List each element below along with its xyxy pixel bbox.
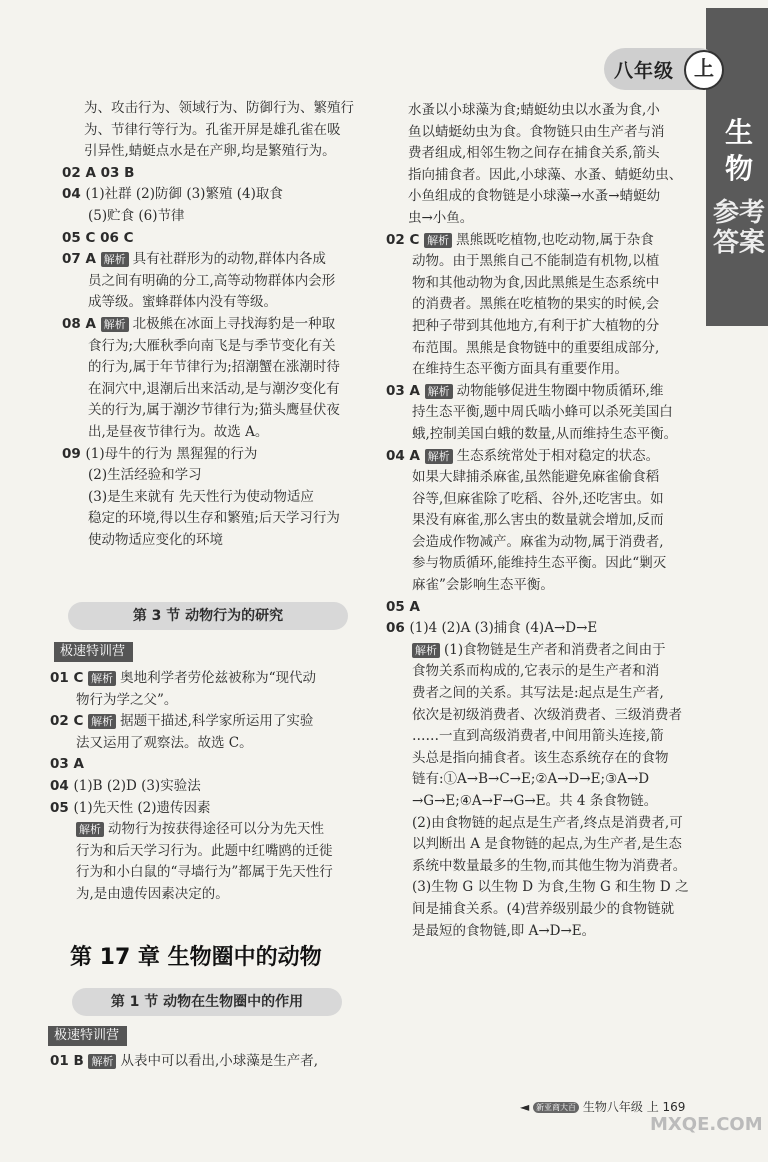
answer-continuation: 物行为学之父”。: [76, 691, 178, 708]
answer-continuation: (5)贮食 (6)节律: [88, 207, 185, 224]
answer-continuation: (2)生活经验和学习: [88, 467, 202, 484]
analysis-tag: 解析: [76, 822, 104, 837]
answer-number: 02 A 03 B: [62, 164, 135, 181]
analysis-line: [50, 819, 370, 841]
answer-number: 01 B: [50, 1053, 89, 1069]
answer-text: 从表中可以看出,小球藻是生产者,: [120, 1053, 319, 1069]
answer-continuation: 蛾,控制美国白蛾的数量,从而维持生态平衡。: [412, 425, 678, 442]
answer-continuation: 动物。由于黑熊自己不能制造有机物,以植: [412, 253, 660, 270]
answer-line: [50, 754, 370, 776]
answer-line: [50, 1051, 370, 1073]
answer-continuation: 持生态平衡,题中周氏啮小蜂可以杀死美国白: [412, 404, 673, 421]
text-line: 小鱼组成的食物链是小球藻→水蚤→蜻蜓幼: [408, 188, 661, 205]
answer-continuation: (3)是生来就有 先天性行为使动物适应: [88, 488, 314, 505]
answer-number: 02 C: [386, 231, 425, 248]
analysis-tag: 解析: [101, 317, 129, 332]
answer-continuation: (3)生物 G 以生物 D 为食,生物 G 和生物 D 之: [412, 879, 689, 896]
left-column-top: [62, 98, 372, 551]
grade-label: 八年级: [614, 60, 675, 82]
answer-text: (1)社群 (2)防御 (3)繁殖 (4)取食: [85, 186, 283, 203]
analysis-text: 动物行为按获得途径可以分为先天性: [108, 821, 324, 838]
watermark: MXQE.COM: [650, 1114, 763, 1135]
answer-continuation: (2)由食物链的起点是生产者,终点是消费者,可: [412, 814, 683, 831]
publisher-logo: 新亚商大百: [533, 1102, 579, 1113]
chapter-title: 第 17 章 生物圈中的动物: [70, 945, 322, 970]
answer-text: 奥地利学者劳伦兹被称为“现代动: [120, 670, 317, 686]
text-line: 水蚤以小球藻为食;蜻蜓幼虫以水蚤为食,小: [408, 102, 660, 118]
answer-continuation: 在洞穴中,退潮后出来活动,是与潮汐变化有: [88, 380, 340, 397]
text-line: 引异性,蜻蜓点水是在产卵,均是繁殖行为。: [84, 143, 336, 160]
answer-continuation: 果没有麻雀,那么害虫的数量就会增加,反而: [412, 512, 664, 529]
answers-label: 参考答案: [712, 198, 765, 258]
answer-number: 05: [50, 799, 74, 816]
answer-continuation: 为,是由遗传因素决定的。: [76, 885, 229, 902]
answer-number: 01 C: [50, 670, 89, 686]
answer-text: 生态系统常处于相对稳定的状态。: [456, 447, 660, 464]
right-column: [386, 100, 706, 942]
text-line: 虫→小鱼。: [408, 209, 474, 226]
answer-continuation: 以判断出 A 是食物链的起点,为生产者,是生态: [412, 836, 682, 853]
answer-continuation: 系统中数量最多的生物,而其他生物为消费者。: [412, 857, 687, 874]
footer-arrow: ◄: [520, 1100, 530, 1114]
answer-continuation: 间是捕食关系。(4)营养级别最少的食物链就: [412, 900, 675, 917]
answer-number: 05 A: [386, 598, 420, 615]
footer-text: 生物八年级 上 169: [582, 1100, 686, 1114]
answer-number: 04 A: [386, 447, 425, 464]
section-1-heading: 第 1 节 动物在生物圈中的作用: [72, 988, 342, 1016]
answer-continuation: ……一直到高级消费者,中间用箭头连接,箭: [412, 728, 664, 745]
text-line: 为、节律行等行为。孔雀开屏是雄孔雀在吸: [84, 121, 341, 138]
answer-text: (1)4 (2)A (3)捕食 (4)A→D→E: [409, 620, 598, 637]
term-badge: 上: [684, 50, 724, 90]
answer-continuation: 布范围。黑熊是食物链中的重要组成部分,: [412, 339, 660, 356]
answer-text: (1)B (2)D (3)实验法: [73, 777, 201, 794]
answer-continuation: 谷等,但麻雀除了吃稻、谷外,还吃害虫。如: [412, 490, 664, 507]
analysis-tag: 解析: [88, 1054, 116, 1069]
analysis-tag: 解析: [425, 449, 453, 464]
answer-number: 04: [50, 777, 74, 794]
answer-continuation: 参与物质循环,能维持生态平衡。因此“剿灭: [412, 555, 667, 572]
analysis-tag: 解析: [424, 233, 452, 248]
answer-line: [386, 381, 706, 403]
answer-number: 04: [62, 186, 86, 203]
text-line: 鱼以蜻蜓幼虫为食。食物链只由生产者与消: [408, 123, 665, 140]
answer-continuation: 稳定的环境,得以生存和繁殖;后天学习行为: [88, 510, 340, 527]
answer-line: [62, 184, 372, 206]
answer-continuation: 费者之间的关系。其写法是:起点是生产者,: [412, 685, 664, 702]
answer-continuation: 食物关系而构成的,它表示的是生产者和消: [412, 663, 660, 680]
answer-text: (1)先天性 (2)遗传因素: [73, 799, 211, 816]
answer-continuation: 链有:①A→B→C→E;②A→D→E;③A→D: [412, 771, 650, 788]
answer-line: [62, 314, 372, 336]
text-line: 费者组成,相邻生物之间存在捕食关系,箭头: [408, 145, 660, 162]
answer-line: [50, 668, 370, 690]
section-3-heading: 第 3 节 动物行为的研究: [68, 602, 348, 630]
answer-continuation: 关的行为,属于潮汐节律行为;猫头鹰昼伏夜: [88, 402, 340, 419]
answer-number: 06: [386, 620, 410, 637]
page-footer: [520, 1098, 685, 1115]
answer-number: 08 A: [62, 315, 101, 332]
answer-number: 02 C: [50, 713, 89, 730]
answer-continuation: 行为和小白鼠的“寻墙行为”都属于先天性行: [76, 864, 333, 881]
answer-text: 动物能够促进生物圈中物质循环,维: [456, 382, 664, 399]
answer-line: [62, 228, 372, 250]
training-banner: 极速特训营: [54, 642, 133, 662]
answer-number: 07 A: [62, 251, 101, 268]
answer-line: [62, 163, 372, 185]
answer-continuation: 会造成作物减产。麻雀为动物,属于消费者,: [412, 533, 664, 550]
analysis-tag: 解析: [88, 714, 116, 729]
answer-continuation: 物和其他动物为食,因此黑熊是生态系统中: [412, 274, 660, 291]
text-line: 为、攻击行为、领域行为、防御行为、繁殖行: [84, 100, 354, 116]
answer-continuation: 的消费者。黑熊在吃植物的果实的时候,会: [412, 296, 660, 313]
answer-continuation: 麻雀”会影响生态平衡。: [412, 577, 554, 594]
answer-line: [386, 597, 706, 619]
answer-continuation: 依次是初级消费者、次级消费者、三级消费者: [412, 706, 682, 723]
answer-continuation: 把种子带到其他地方,有利于扩大植物的分: [412, 317, 660, 334]
answer-text: 具有社群形为的动物,群体内各成: [132, 251, 326, 268]
answer-line: [50, 798, 370, 820]
answer-continuation: →G→E;④A→F→G→E。共 4 条食物链。: [412, 793, 658, 809]
answer-line: [62, 444, 372, 466]
answer-line: [386, 446, 706, 468]
answer-line: [50, 776, 370, 798]
answer-text: 据题干描述,科学家所运用了实验: [120, 713, 314, 730]
answer-continuation: 的行为,属于年节律行为;招潮蟹在涨潮时待: [88, 359, 340, 376]
answer-continuation: 成等级。蜜蜂群体内没有等级。: [88, 294, 277, 311]
answer-line: [386, 618, 706, 640]
answer-continuation: 食行为;大雁秋季向南飞是与季节变化有关: [88, 337, 336, 354]
left-column-middle: [50, 668, 370, 906]
answer-line: [62, 249, 372, 271]
answer-continuation: 员之间有明确的分工,高等动物群体内会形: [88, 272, 336, 289]
answer-number: 05 C 06 C: [62, 229, 134, 246]
analysis-tag: 解析: [101, 252, 129, 267]
answer-continuation: 使动物适应变化的环境: [88, 531, 223, 548]
answer-line: [50, 711, 370, 733]
answer-continuation: 法又运用了观察法。故选 C。: [76, 734, 253, 751]
answer-number: 03 A: [386, 382, 425, 399]
answer-text: 黑熊既吃植物,也吃动物,属于杂食: [456, 231, 654, 248]
left-column-bottom: [50, 1051, 370, 1073]
answer-line: [386, 230, 706, 252]
answer-number: 03 A: [50, 756, 84, 773]
analysis-tag: 解析: [412, 643, 440, 658]
analysis-text: (1)食物链是生产者和消费者之间由于: [444, 641, 666, 658]
answer-text: (1)母牛的行为 黑猩猩的行为: [85, 445, 258, 462]
analysis-line: [386, 640, 706, 662]
answer-number: 09: [62, 445, 86, 462]
training-banner-2: 极速特训营: [48, 1026, 127, 1046]
answer-continuation: 出,是昼夜节律行为。故选 A。: [88, 423, 269, 440]
analysis-tag: 解析: [425, 384, 453, 399]
subject-label: 生物: [724, 116, 753, 185]
text-line: 指向捕食者。因此,小球藻、水蚤、蜻蜓幼虫、: [408, 166, 683, 183]
analysis-tag: 解析: [88, 671, 116, 686]
answer-continuation: 在维持生态平衡方面具有重要作用。: [412, 361, 628, 378]
answer-continuation: 行为和后天学习行为。此题中红嘴鸥的迁徙: [76, 842, 333, 859]
answer-continuation: 是最短的食物链,即 A→D→E。: [412, 922, 596, 939]
answer-text: 北极熊在冰面上寻找海豹是一种取: [132, 315, 336, 332]
answer-continuation: 如果大肆捕杀麻雀,虽然能避免麻雀偷食稻: [412, 469, 660, 486]
answer-continuation: 头总是指向捕食者。该生态系统存在的食物: [412, 749, 669, 766]
